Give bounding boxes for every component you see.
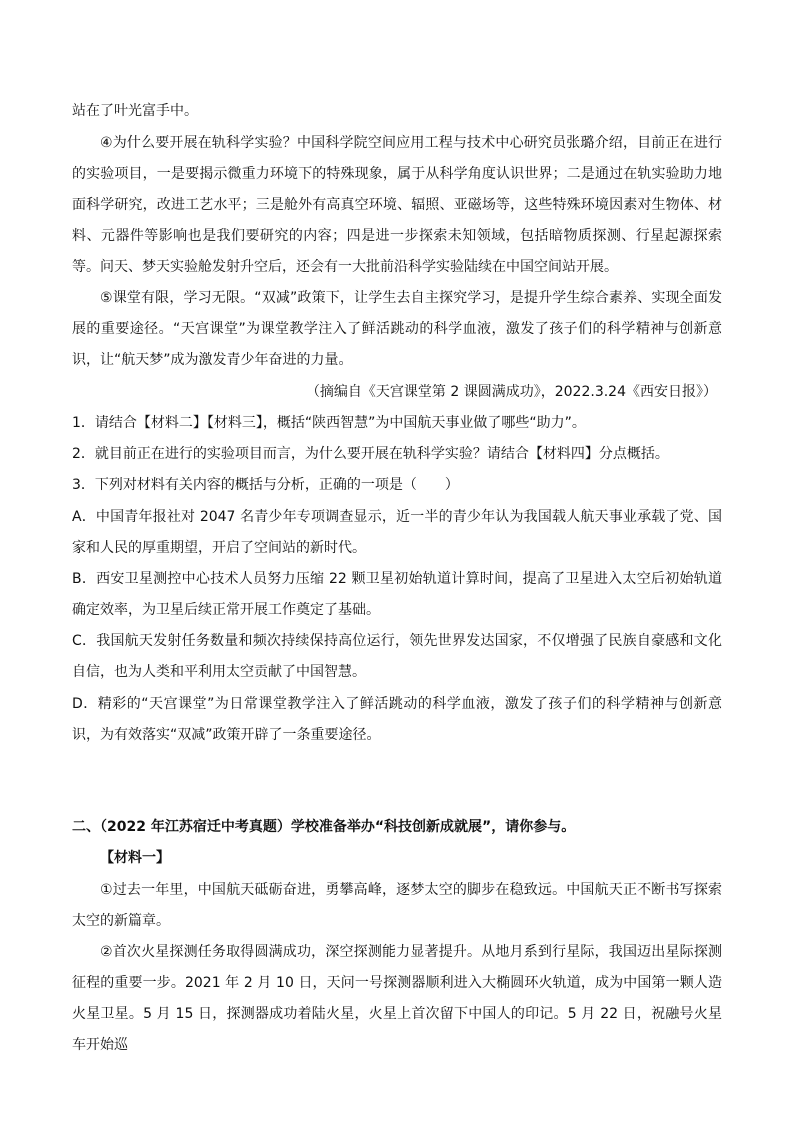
section-2-heading: 二、（2022 年江苏宿迁中考真题）学校准备举办“科技创新成就展”，请你参与。	[72, 819, 576, 835]
paragraph-ending: 站在了叶光富手中。	[72, 103, 198, 119]
material-1-paragraph-2: ②首次火星探测任务取得圆满成功，深空探测能力显著提升。从地月系到行星际，我国迈出星际探测征程的重要一步。2021 年 2 月 10 日，天问一号探测器顺利进入大椭圆环火轨道，成为中国第一颗人造火星卫星。5 月 15 日，探测器成功着陆火星，火星上首次留下中国人的印记。5 月 22 日，祝融号火星车开始巡	[72, 944, 722, 1053]
material-1-title: 【材料一】	[100, 850, 170, 866]
material-1-paragraph-1: ①过去一年里，中国航天砥砺奋进，勇攀高峰，逐梦太空的脚步在稳致远。中国航天正不断书写探索太空的新篇章。	[72, 882, 722, 929]
option-c: C．我国航天发射任务数量和频次持续保持高位运行，领先世界发达国家，不仅增强了民族自豪感和文化自信，也为人类和平利用太空贡献了中国智慧。	[72, 633, 722, 680]
option-a: A．中国青年报社对 2047 名青少年专项调查显示，近一半的青少年认为我国载人航天事业承载了党、国家和人民的厚重期望，开启了空间站的新时代。	[72, 509, 722, 556]
paragraph-4: ④为什么要开展在轨科学实验？中国科学院空间应用工程与技术中心研究员张璐介绍，目前正在进行的实验项目，一是要揭示微重力环境下的特殊现象，属于从科学角度认识世界；二是通过在轨实验助力地面科学研究，改进工艺水平；三是舱外有高真空环境、辐照、亚磁场等，这些特殊环境因素对生物体、材料、元器件等影响也是我们要研究的内容；四是进一步探索未知领域，包括暗物质探测、行星起源探索等。问天、梦天实验舱发射升空后，还会有一大批前沿科学实验陆续在中国空间站开展。	[72, 135, 722, 275]
question-2: 2．就目前正在进行的实验项目而言，为什么要开展在轨科学实验？请结合【材料四】分点概括。	[72, 446, 669, 462]
source-citation: （摘编自《天宫课堂第 2 课圆满成功》，2022.3.24《西安日报》）	[305, 384, 717, 400]
question-3: 3．下列对材料有关内容的概括与分析，正确的一项是（ ）	[72, 477, 459, 493]
option-d: D．精彩的“天宫课堂”为日常课堂教学注入了鲜活跳动的科学血液，激发了孩子们的科学精神与创新意识，为有效落实“双减”政策开辟了一条重要途径。	[72, 696, 722, 743]
paragraph-5: ⑤课堂有限，学习无限。“双减”政策下，让学生去自主探究学习，是提升学生综合素养、实现全面发展的重要途径。“天宫课堂”为课堂教学注入了鲜活跳动的科学血液，激发了孩子们的科学精神与创新意识，让“航天梦”成为激发青少年奋进的力量。	[72, 290, 722, 368]
option-b: B．西安卫星测控中心技术人员努力压缩 22 颗卫星初始轨道计算时间，提高了卫星进入太空后初始轨道确定效率，为卫星后续正常开展工作奠定了基础。	[72, 571, 722, 618]
question-1: 1．请结合【材料二】【材料三】，概括“陕西智慧”为中国航天事业做了哪些“助力”。	[72, 415, 586, 431]
